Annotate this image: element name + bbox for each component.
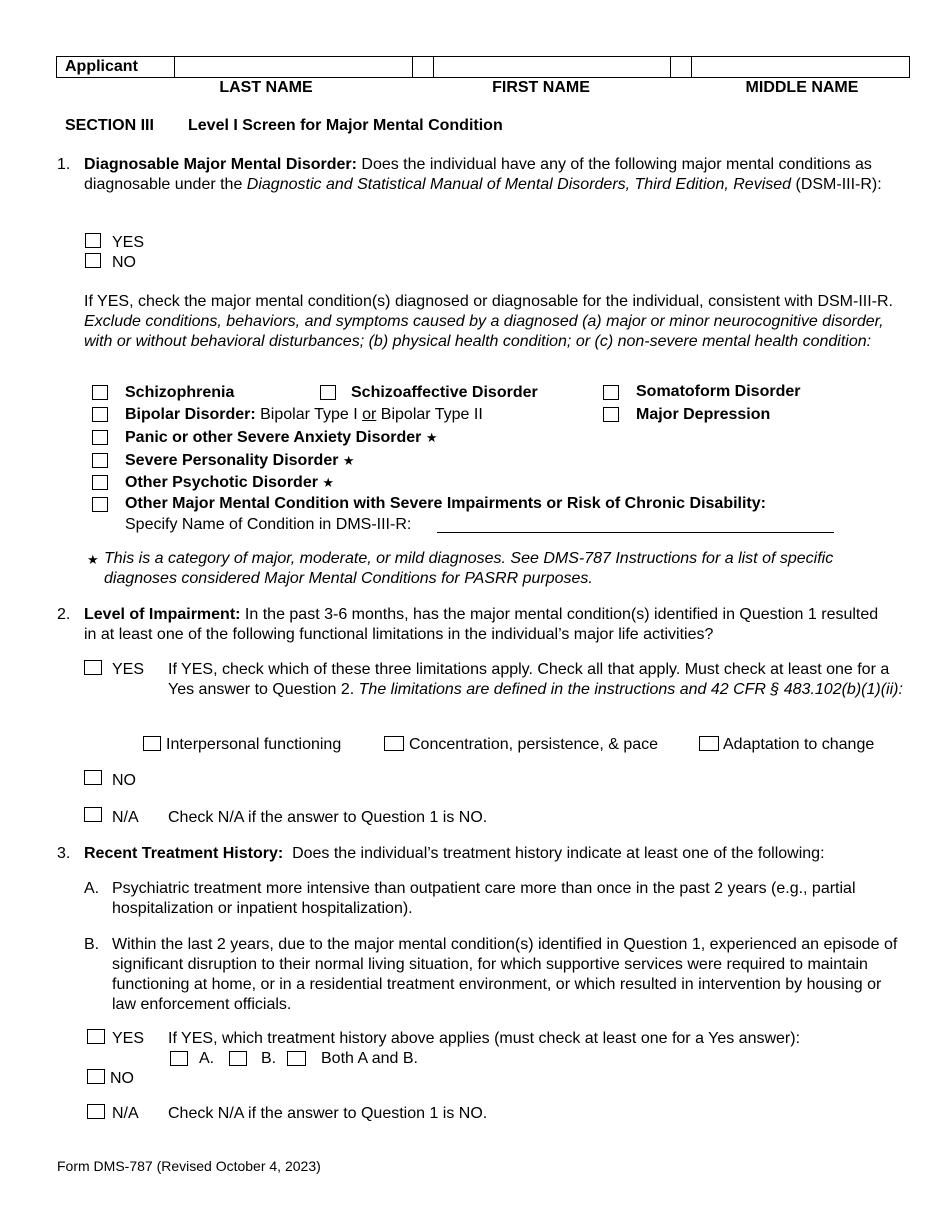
q2-yes-text-a: If YES, check which of these three limitations apply. Check all that apply. Must check at least one for a Yes answer to Question 2. [168,661,890,698]
q3-na-label: N/A [112,1105,139,1122]
separator-cell [671,57,692,77]
interpersonal-label: Interpersonal functioning [166,736,342,753]
adaptation-label: Adaptation to change [723,736,875,753]
specify-condition-field[interactable] [437,517,834,533]
q1-no-checkbox[interactable] [85,253,101,268]
bipolar-type-one: Bipolar Type I [255,406,363,423]
middle-name-label: MIDDLE NAME [745,79,859,96]
q3-yes-checkbox[interactable] [87,1029,105,1044]
panic-checkbox[interactable] [92,430,108,445]
depression-checkbox[interactable] [603,407,619,422]
section-title: Level I Screen for Major Mental Condition [188,117,503,134]
q3-option-b-label: B. [261,1050,277,1067]
q2-text [84,605,884,645]
star-icon: ★ [425,431,438,446]
q1-text [84,155,899,195]
q2-na-checkbox[interactable] [84,807,102,822]
panic-label [125,428,438,449]
q1-text-italic: Diagnostic and Statistical Manual of Mental Disorders, Third Edition, Revised [246,176,792,193]
q3-no-label: NO [110,1070,134,1087]
somatoform-checkbox[interactable] [603,385,619,400]
psychotic-label [125,473,334,494]
star-icon: ★ [342,454,355,469]
bipolar-label [125,405,483,425]
q3-text [84,844,904,864]
q1-yes-label: YES [112,234,145,251]
q3-option-a-checkbox[interactable] [170,1051,188,1066]
q2-yes-text-italic: The limitations are defined in the instructions and 42 CFR § 483.102(b)(1)(ii): [358,681,903,698]
specify-condition-label: Specify Name of Condition in DMS-III-R: [125,516,412,533]
q3-no-checkbox[interactable] [87,1069,105,1084]
concentration-label: Concentration, persistence, & pace [409,736,659,753]
q1-ifyes-text [84,292,899,352]
personality-label [125,451,355,472]
q1-yes-checkbox[interactable] [85,233,101,248]
adaptation-checkbox[interactable] [699,736,719,751]
q1-number: 1. [57,156,71,173]
other-condition-checkbox[interactable] [92,497,108,512]
schizoaffective-label: Schizoaffective Disorder [351,384,538,401]
footnote-text: This is a category of major, moderate, or mild diagnoses. See DMS-787 Instructions for a list of specific diagnoses considered Major Mental Conditions for PASRR purposes. [104,550,834,587]
q2-na-label: N/A [112,809,139,826]
q1-no-label: NO [112,254,136,271]
last-name-label: LAST NAME [219,79,313,96]
bipolar-checkbox[interactable] [92,407,108,422]
q3-a-label: A. [84,880,100,897]
q1-text-a: Does the individual have any of the following major mental conditions as diagnosable under the [84,156,872,193]
first-name-label: FIRST NAME [492,79,590,96]
psychotic-checkbox[interactable] [92,475,108,490]
other-condition-label: Other Major Mental Condition with Severe Impairments or Risk of Chronic Disability: [125,495,766,512]
q1-title: Diagnosable Major Mental Disorder: [84,156,357,173]
q3-option-a-label: A. [199,1050,215,1067]
q2-number: 2. [57,606,71,623]
psychotic-text: Other Psychotic Disorder [125,474,318,491]
bipolar-title: Bipolar Disorder: [125,406,256,423]
bipolar-or: or [362,406,377,423]
interpersonal-checkbox[interactable] [143,736,161,751]
q3-b-text: Within the last 2 years, due to the major mental condition(s) identified in Question 1, experienced an episode of significant disruption to their normal living situation, for which supportive services were required to maintain functioning at home, or in a residential treatment environment, or which resulted in intervention by housing or law enforcement officials. [112,936,898,1013]
q3-number: 3. [57,845,71,862]
first-name-field[interactable] [434,57,671,77]
bipolar-type-two: Bipolar Type II [376,406,483,423]
last-name-field[interactable] [175,57,413,77]
schizophrenia-checkbox[interactable] [92,385,108,400]
star-icon: ★ [87,553,99,568]
q3-na-checkbox[interactable] [87,1104,105,1119]
q2-yes-checkbox[interactable] [84,660,102,675]
panic-text: Panic or other Severe Anxiety Disorder [125,429,422,446]
q1-text-b: (DSM-III-R): [791,176,882,193]
depression-label: Major Depression [636,406,771,423]
middle-name-field[interactable] [692,57,909,77]
q2-no-label: NO [112,772,136,789]
applicant-label: Applicant [65,58,138,75]
section-number: SECTION III [65,117,154,134]
form-footer: Form DMS-787 (Revised October 4, 2023) [57,1158,321,1174]
q3-option-both-checkbox[interactable] [287,1051,306,1066]
q2-yes-label: YES [112,661,145,678]
q3-b-label: B. [84,936,100,953]
personality-checkbox[interactable] [92,453,108,468]
q3-title: Recent Treatment History: [84,845,284,862]
q3-body: Does the individual’s treatment history indicate at least one of the following: [283,845,825,862]
star-icon: ★ [322,476,335,491]
q2-body: In the past 3-6 months, has the major mental condition(s) identified in Question 1 resulted in at least one of the following functional limitations in the individual’s major life activities? [84,606,879,643]
separator-cell [413,57,434,77]
somatoform-label: Somatoform Disorder [636,383,801,400]
q2-no-checkbox[interactable] [84,770,102,785]
q2-na-text: Check N/A if the answer to Question 1 is NO. [168,809,488,826]
q1-ifyes-italic: Exclude conditions, behaviors, and symptoms caused by a diagnosed (a) major or minor neurocognitive disorder, with or without behavioral disturbances; (b) physical health condition; or (c) non-severe mental health condition: [84,313,884,350]
schizophrenia-label: Schizophrenia [125,384,235,401]
q3-a-text: Psychiatric treatment more intensive than outpatient care more than once in the past 2 years (e.g., partial hospitalization or inpatient hospitalization). [112,880,856,917]
concentration-checkbox[interactable] [384,736,404,751]
applicant-label-cell [57,57,175,77]
personality-text: Severe Personality Disorder [125,452,339,469]
schizoaffective-checkbox[interactable] [320,385,336,400]
q3-yes-text: If YES, which treatment history above applies (must check at least one for a Yes answer): [168,1030,801,1047]
q3-na-text: Check N/A if the answer to Question 1 is NO. [168,1105,488,1122]
q3-option-b-checkbox[interactable] [229,1051,247,1066]
q2-title: Level of Impairment: [84,606,241,623]
q1-ifyes-a: If YES, check the major mental condition(s) diagnosed or diagnosable for the individual, consistent with DSM-III-R. [84,293,893,310]
q2-yes-text [168,660,903,700]
q3-yes-label: YES [112,1030,145,1047]
q3-option-both-label: Both A and B. [321,1050,418,1067]
